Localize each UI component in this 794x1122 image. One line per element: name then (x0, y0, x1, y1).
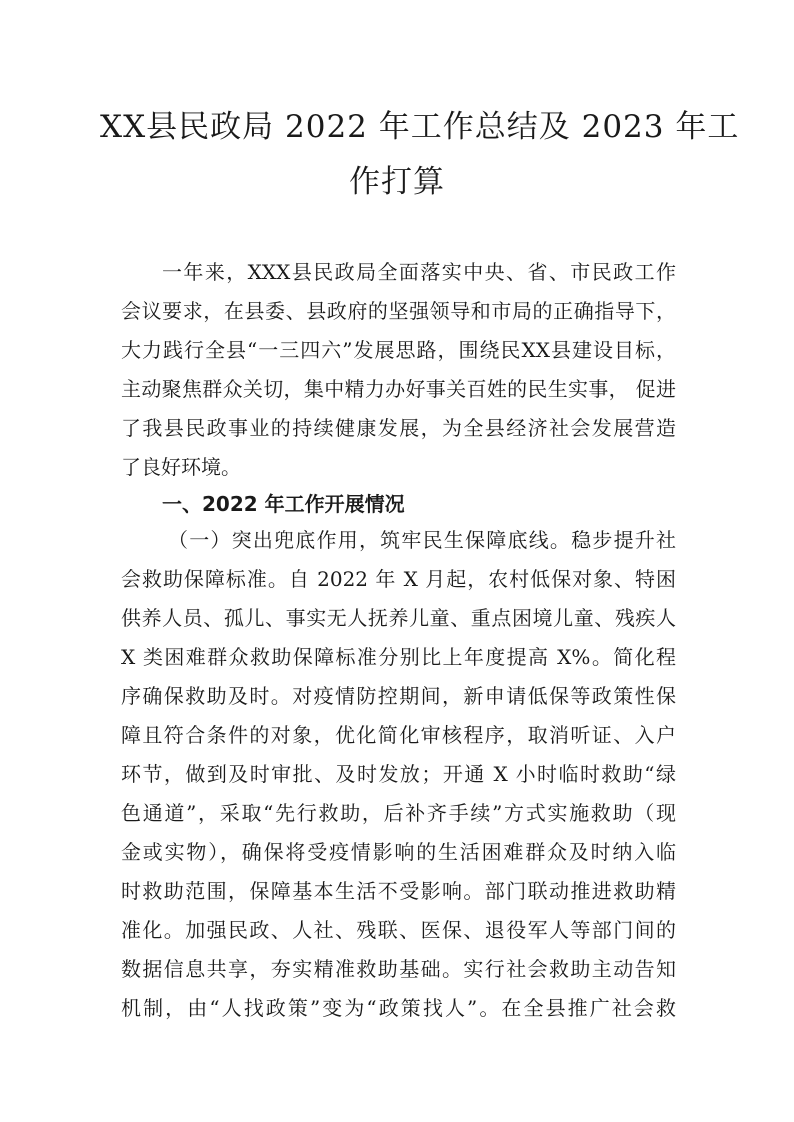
body-line: 供养人员、孤儿、事实无人抚养儿童、重点困境儿童、残疾人 (121, 606, 676, 630)
intro-line: 大力践行全县“一三四六”发展思路，围绕民XX县建设目标， (121, 338, 676, 362)
body-line: 会救助保障标准。自 2022 年 X 月起，农村低保对象、特困 (121, 567, 676, 591)
body-line: 障且符合条件的对象，优化简化审核程序，取消听证、入户 (121, 723, 676, 747)
intro-line: 了良好环境。 (121, 455, 241, 479)
body-line: 准化。加强民政、人社、残联、医保、退役军人等部门间的 (121, 918, 676, 942)
body-line: 金或实物），确保将受疫情影响的生活困难群众及时纳入临 (121, 840, 676, 864)
body-line: 数据信息共享，夯实精准救助基础。实行社会救助主动告知 (121, 957, 676, 981)
body-line: 环节，做到及时审批、及时发放；开通 X 小时临时救助“绿 (121, 762, 676, 786)
intro-line: 一年来，XXX县民政局全面落实中央、省、市民政工作 (162, 260, 676, 284)
body-line: 时救助范围，保障基本生活不受影响。部门联动推进救助精 (121, 879, 676, 903)
body-line: X 类困难群众救助保障标准分别比上年度提高 X%。简化程 (121, 645, 676, 669)
body-line: 序确保救助及时。对疫情防控期间，新申请低保等政策性保 (121, 684, 676, 708)
section-heading: 一、2022 年工作开展情况 (162, 492, 405, 516)
body-line: 机制，由“人找政策”变为“政策找人”。在全县推广社会救 (121, 996, 676, 1020)
body-line: 色通道”，采取“先行救助，后补齐手续”方式实施救助（现 (121, 801, 676, 825)
intro-line: 会议要求，在县委、县政府的坚强领导和市局的正确指导下， (121, 299, 676, 323)
document-title-line-2: 作打算 (349, 164, 445, 200)
intro-line: 了我县民政事业的持续健康发展，为全县经济社会发展营造 (121, 416, 676, 440)
document-title-line-1: XX县民政局 2022 年工作总结及 2023 年工 (100, 109, 740, 145)
intro-line: 主动聚焦群众关切，集中精力办好事关百姓的民生实事， 促进 (121, 377, 676, 401)
body-line: （一）突出兜底作用，筑牢民生保障底线。稳步提升社 (168, 528, 676, 552)
